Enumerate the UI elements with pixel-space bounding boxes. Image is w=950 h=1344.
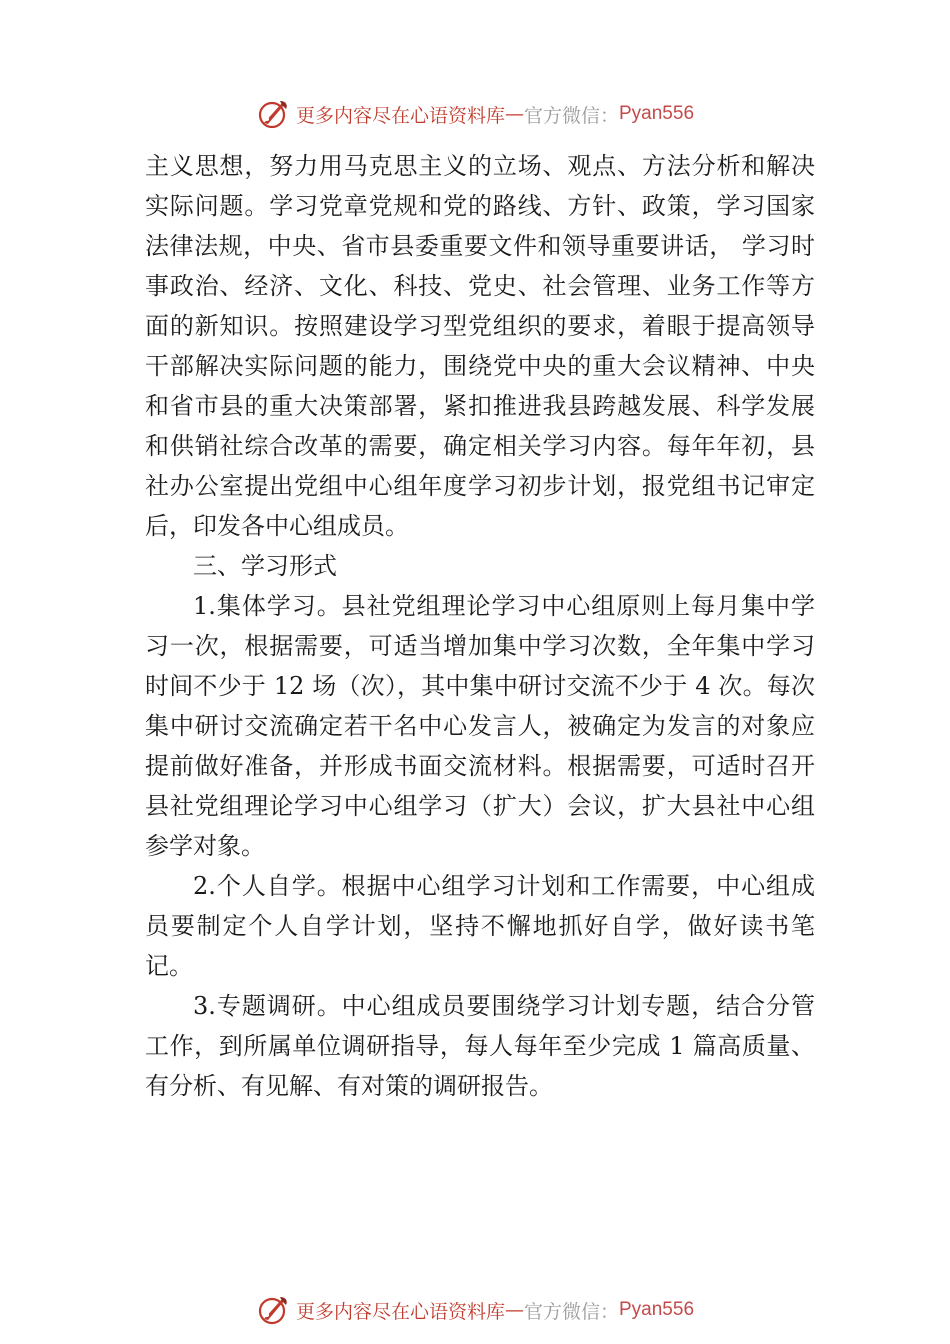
- paragraph-collective-study: 1.集体学习。县社党组理论学习中心组原则上每月集中学习一次，根据需要，可适当增加集中学习次数，全年集中学习时间不少于 12 场（次），其中集中研讨交流不少于 4 次。每次集中研讨交流确定若干名中心发言人，被确定为发言的对象应提前做好准备，并形成书面交流材料。根据需要，可适时召开县社党组理论学习中心组学习（扩大）会议，扩大县社中心组参学对象。: [145, 592, 815, 860]
- watermark-account: Pyan556: [619, 1299, 695, 1320]
- quill-seal-icon: [256, 1293, 290, 1327]
- paragraph-self-study: 2.个人自学。根据中心组学习计划和工作需要，中心组成员要制定个人自学计划，坚持不懈地抓好自学，做好读书笔记。: [145, 872, 815, 980]
- watermark-dash: —: [504, 103, 524, 125]
- paragraph-topic-research: 3.专题调研。中心组成员要围绕学习计划专题，结合分管工作，到所属单位调研指导，每人每年至少完成 1 篇高质量、有分析、有见解、有对策的调研报告。: [145, 992, 815, 1100]
- quill-seal-icon: [256, 97, 290, 131]
- footer-watermark: [0, 1290, 950, 1330]
- watermark-brand: 更多内容尽在心语资料库: [295, 104, 505, 127]
- watermark-channel: 官方微信：: [523, 104, 619, 127]
- paragraph-study-content: 主义思想，努力用马克思主义的立场、观点、方法分析和解决实际问题。学习党章党规和党的路线、方针、政策，学习国家法律法规，中央、省市县委重要文件和领导重要讲话， 学习时事政治、经济、文化、科技、党史、社会管理、业务工作等方面的新知识。按照建设学习型党组织的要求，着眼于提高领导干部解决实际问题的能力，围绕党中央的重大会议精神、中央和省市县的重大决策部署，紧扣推进我县跨越发展、科学发展和供销社综合改革的需要，确定相关学习内容。每年年初，县社办公室提出党组中心组年度学习初步计划，报党组书记审定后，印发各中心组成员。: [145, 152, 815, 540]
- header-watermark: [0, 94, 950, 134]
- watermark-account: Pyan556: [619, 103, 695, 124]
- watermark-brand: 更多内容尽在心语资料库: [295, 1300, 505, 1323]
- watermark-channel: 官方微信：: [523, 1300, 619, 1323]
- section-heading-study-form: 三、学习形式: [193, 552, 337, 580]
- document-body: [145, 146, 815, 1106]
- watermark-dash: —: [504, 1299, 524, 1321]
